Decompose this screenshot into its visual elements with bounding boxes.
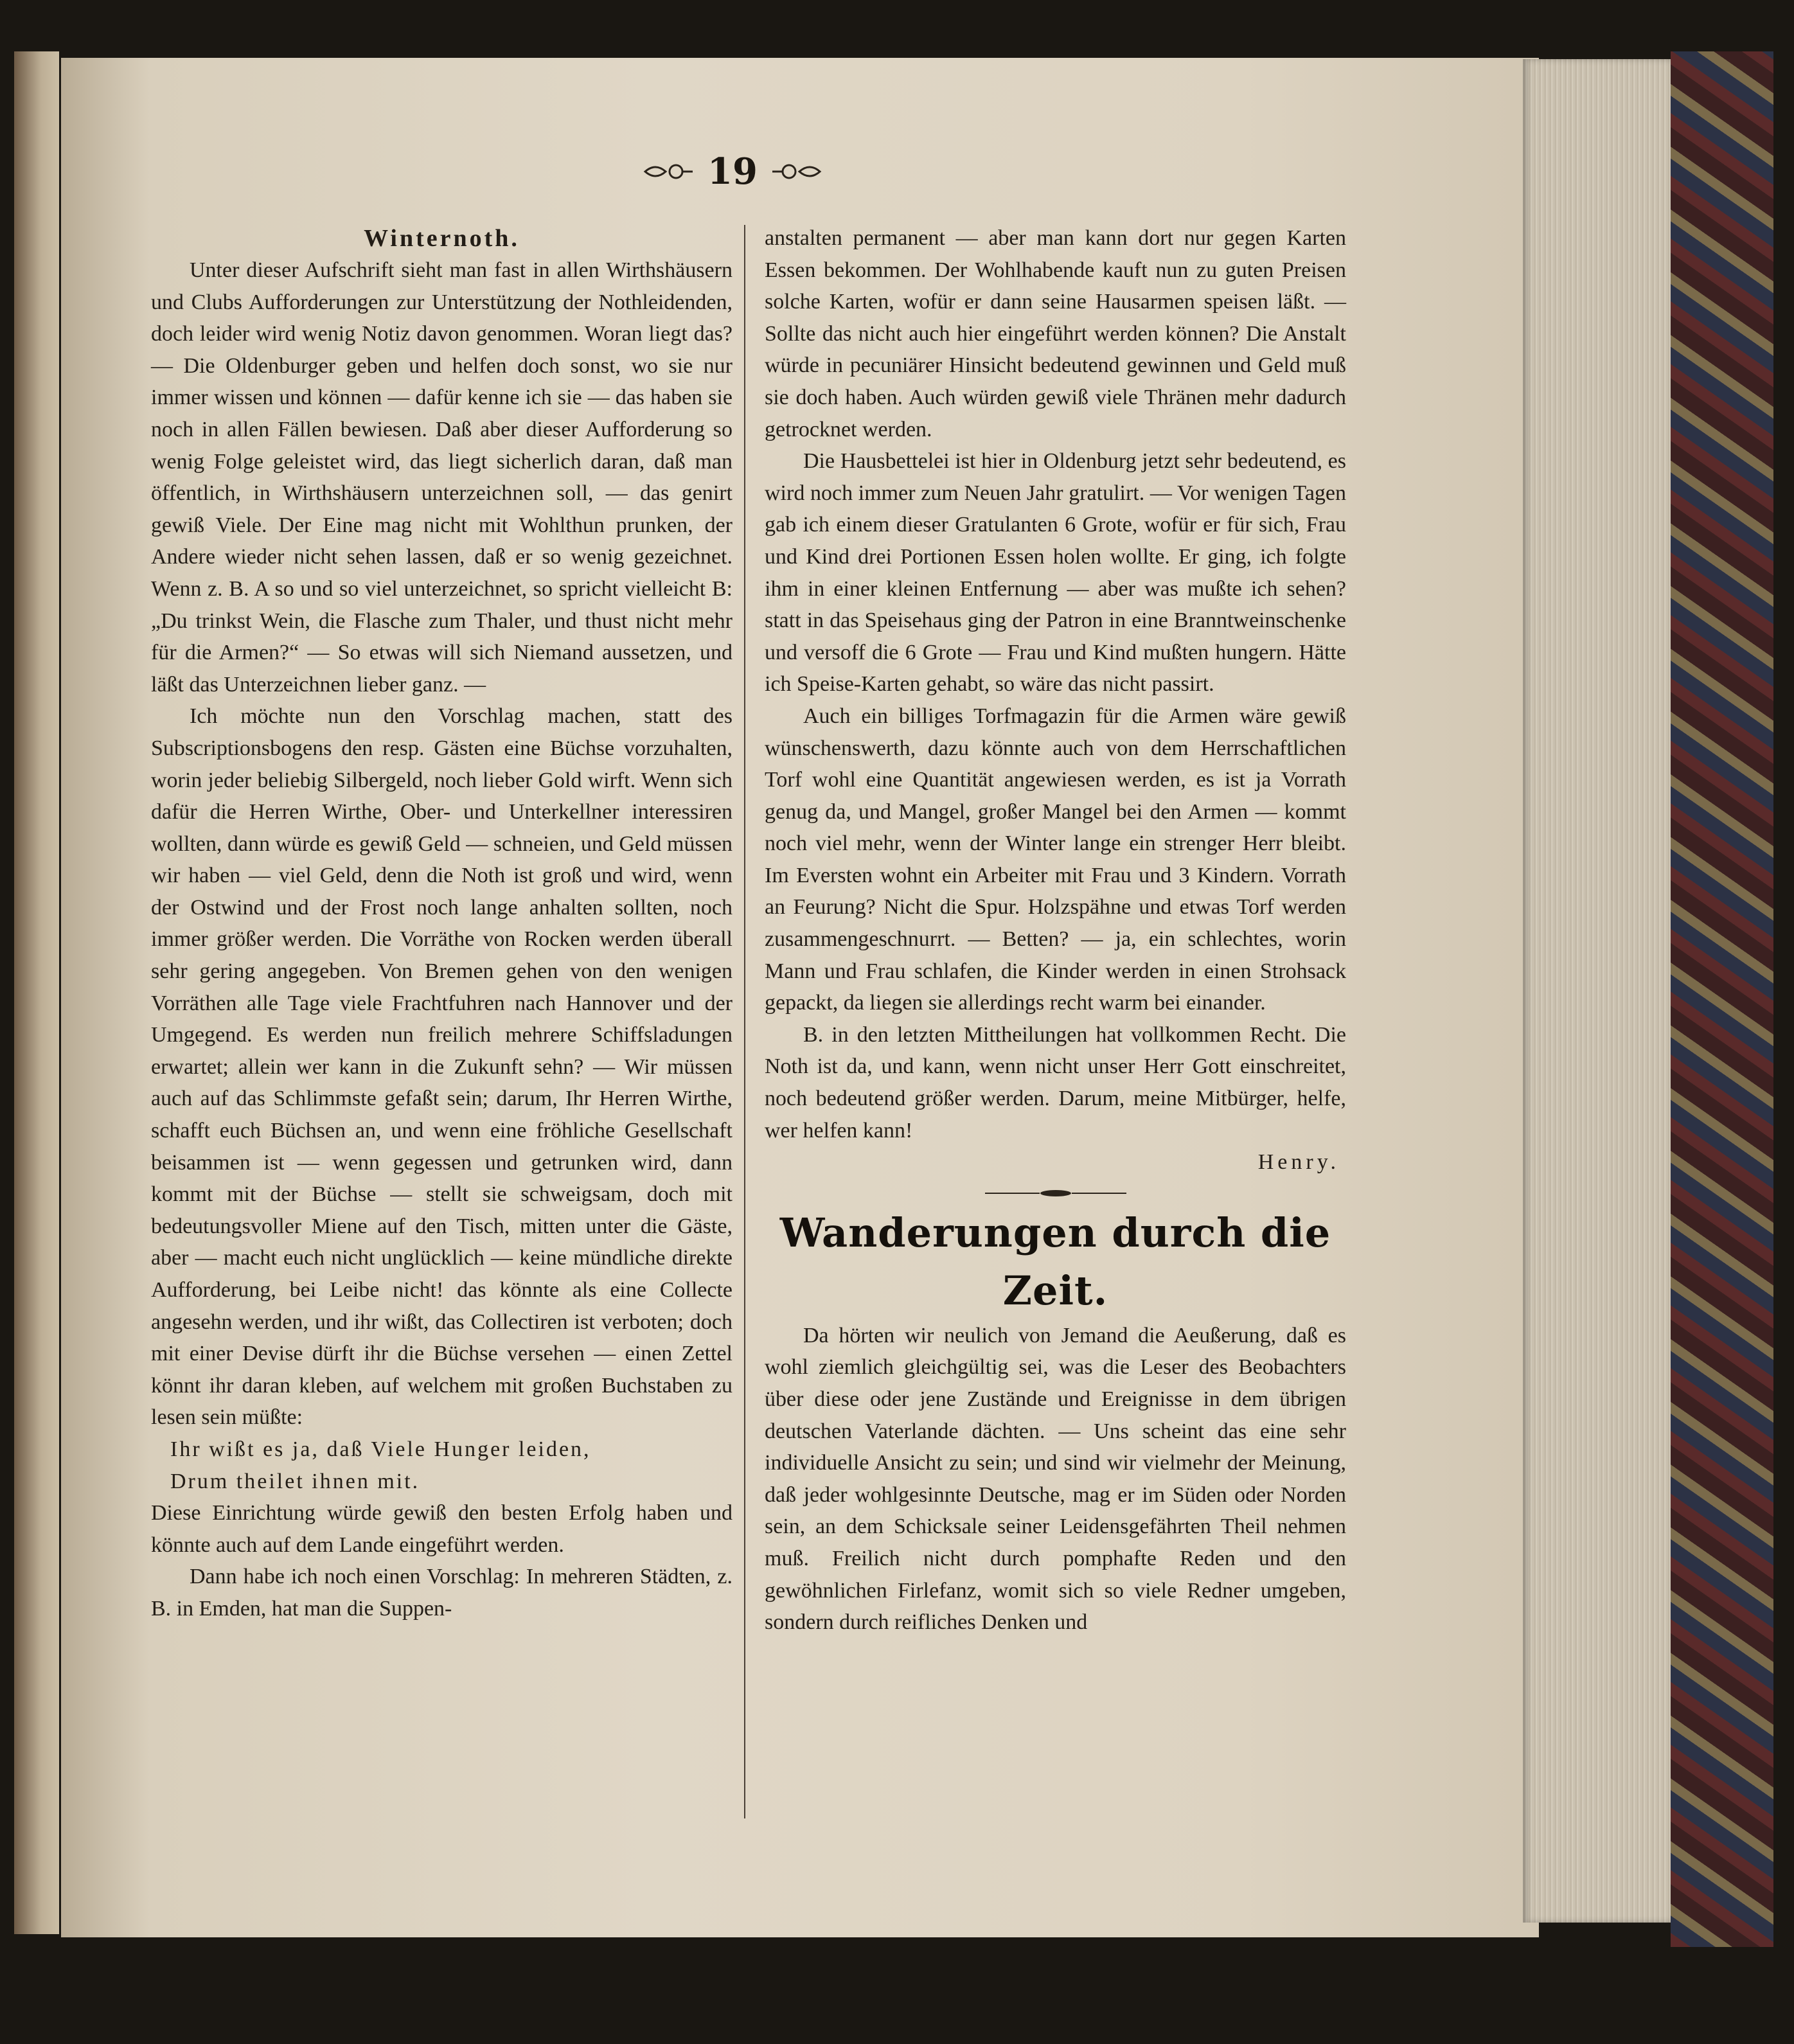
marbled-cover <box>1671 51 1773 1947</box>
paragraph: Unter dieser Aufschrift sieht man fast in allen Wirthshäusern und Clubs Aufforderungen zur Unterstützung der Nothleidenden, doch leider wird wenig Notiz davon genommen. Woran liegt das? — Die Oldenburger geben und helfen doch sonst, wo sie nur immer wissen und können — dafür kenne ich sie — das haben sie noch in allen Fällen bewiesen. Daß aber dieser Aufforderung so wenig Folge geleistet wird, das liegt sicherlich daran, daß man öffentlich, in Wirthshäusern unterzeichnen soll, — das genirt gewiß Viele. Der Eine mag nicht mit Wohlthun prunken, der Andere wieder nicht sehen lassen, daß er so wenig gezeichnet. Wenn z. B. A so und so viel unterzeichnet, so spricht vielleicht B: „Du trinkst Wein, die Flasche zum Thaler, und thust nicht mehr für die Armen?“ — So etwas will sich Niemand aussetzen, und läßt das Unterzeichnen lieber ganz. — <box>151 258 733 697</box>
signature: Henry. <box>1257 1150 1340 1175</box>
section-rule <box>985 1189 1126 1198</box>
ornament-left-icon <box>643 159 694 184</box>
paragraph: Ich möchte nun den Vorschlag machen, statt des Subscriptionsbogens den resp. Gästen eine Büchse vorzuhalten, worin jeder beliebig Silbergeld, noch lieber Gold wirft. Wenn sich dafür die Herren Wirthe, Ober- und Unterkellner interessiren wollten, dann würde es gewiß Geld — schneien, und Geld müssen wir haben — viel Geld, denn die Noth ist groß und wird, wenn der Ostwind und der Frost noch lange anhalten sollten, noch immer größer werden. Die Vorräthe von Rocken werden überall sehr gering angegeben. Von Bremen gehen von den wenigen Vorräthen alle Tage viele Frachtfuhren nach Hannover und der Umgegend. Es werden nun freilich mehrere Schiffsladungen erwartet; allein wer kann in die Zukunft sehn? — Wir müssen auch auf das Schlimmste gefaßt sein; darum, Ihr Herren Wirthe, schafft euch Büchsen an, und wenn eine fröhliche Gesellschaft beisammen ist — wenn gegessen und getrunken wird, dann kommt mit der Büchse — stellt sie schweigsam, doch mit bedeutungsvoller Miene auf den Tisch, mitten unter die Gäste, aber — macht euch nicht unglücklich — keine mündliche direkte Aufforderung, bei Leibe nicht! das könnte als eine Collecte angesehn werden, und ihr wißt, das Collectiren ist verboten; doch mit einer Devise dürft ihr die Büchse versehen — einen Zettel könnt ihr daran kleben, auf welchem mit großen Buchstaben zu lesen sein müßte: <box>151 704 733 1430</box>
verse-line: Ihr wißt es ja, daß Viele Hunger leiden, <box>170 1437 591 1461</box>
paragraph: Die Hausbettelei ist hier in Oldenburg jetzt sehr bedeutend, es wird noch immer zum Neuen Jahr gratulirt. — Vor wenigen Tagen gab ich einem dieser Gratulanten 6 Grote, wofür er für sich, Frau und Kind drei Portionen Essen holen wollte. Er ging, ich folgte ihm in einer kleinen Entfernung — aber was mußte ich sehen? statt in das Speisehaus ging der Patron in eine Branntweinschenke und versoff die 6 Grote — Frau und Kind mußten hungern. Hätte ich Speise-Karten gehabt, so wäre das nicht passirt. <box>765 449 1346 697</box>
column-divider <box>744 225 745 1818</box>
paragraph: Da hörten wir neulich von Jemand die Aeußerung, daß es wohl ziemlich gleichgültig sei, was die Leser des Beobachters über diese oder jene Zustände und Ereignisse in dem übrigen deutschen Vaterlande dächten. — Uns scheint das eine sehr individuelle Ansicht zu sein; und sind wir vielmehr der Meinung, daß jeder wohlgesinnte Deutsche, mag er im Süden oder Norden sein, an dem Schicksale seiner Leidensgefährten Theil nehmen muß. Freilich nicht durch pomphafte Reden und den gewöhnlichen Firlefanz, womit sich so viele Redner umgeben, sondern durch reifliches Denken und <box>765 1323 1346 1635</box>
page-number: 19 <box>707 150 758 193</box>
page-block-edges <box>1523 59 1671 1923</box>
article-title: Wanderungen durch die Zeit. <box>779 1209 1331 1314</box>
facing-page-edge <box>14 51 59 1934</box>
paragraph-continuation: anstalten permanent — aber man kann dort nur gegen Karten Essen bekommen. Der Wohlhabende kauft nun zu guten Preisen solche Karten, wofür er dann seine Hausarmen speisen läßt. — Sollte das nicht auch hier eingeführt werden können? Die Anstalt würde in pecuniärer Hinsicht bedeutend gewinnen und Geld muß sie doch haben. Auch würden gewiß viele Thränen mehr dadurch getrocknet werden. <box>765 226 1346 441</box>
folio-header <box>643 149 822 194</box>
article-heading-winternoth: Winternoth. <box>364 225 520 252</box>
right-column <box>765 222 1346 1639</box>
paragraph: Dann habe ich noch einen Vorschlag: In mehreren Städten, z. B. in Emden, hat man die Suppen- <box>151 1565 733 1621</box>
left-column <box>151 222 733 1625</box>
verse-line: Drum theilet ihnen mit. <box>170 1469 420 1493</box>
paragraph: Diese Einrichtung würde gewiß den besten Erfolg haben und könnte auch auf dem Lande eingeführt werden. <box>151 1501 733 1557</box>
ornament-right-icon <box>771 159 822 184</box>
paragraph: B. in den letzten Mittheilungen hat vollkommen Recht. Die Noth ist da, und kann, wenn nicht unser Herr Gott einschreitet, noch bedeutend größer werden. Darum, meine Mitbürger, helfe, wer helfen kann! <box>765 1022 1346 1142</box>
paragraph: Auch ein billiges Torfmagazin für die Armen wäre gewiß wünschenswerth, dazu könnte auch von dem Herrschaftlichen Torf wohl eine Quantität angewiesen werden, es ist ja Vorrath genug da, und Mangel, großer Mangel bei den Armen — kommt noch viel mehr, wenn der Winter lange ein strenger Herr bleibt. Im Eversten wohnt ein Arbeiter mit Frau und 3 Kindern. Vorrath an Feurung? Nicht die Spur. Holzspähne und etwas Torf werden zusammengeschnurrt. — Betten? — ja, ein schlechtes, worin Mann und Frau schlafen, die Kinder werden in einen Strohsack gepackt, da liegen sie allerdings recht warm bei einander. <box>765 704 1346 1015</box>
